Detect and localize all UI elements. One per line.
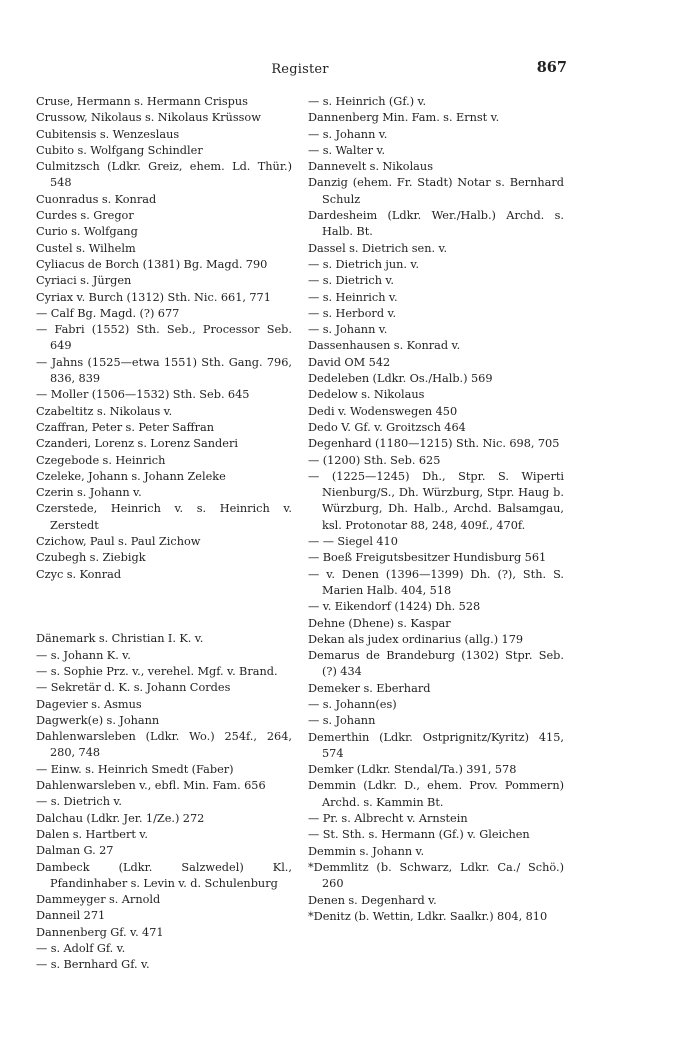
index-entry: Dambeck (Ldkr. Salzwedel) Kl., Pfandinhaber s. Levin v. d. Schulenburg — [36, 860, 292, 890]
index-entry: Dannevelt s. Nikolaus — [308, 160, 433, 174]
index-entry: Dahlenwarsleben v., ebfl. Min. Fam. 656 — [36, 779, 266, 793]
index-entry: Denen s. Degenhard v. — [308, 893, 437, 907]
index-entry: Czyc s. Konrad — [36, 567, 122, 581]
page-header-title: Register — [271, 62, 329, 77]
index-entry: Dekan als judex ordinarius (allg.) 179 — [308, 632, 524, 646]
index-entry: — Boeß Freigutsbesitzer Hundisburg 561 — [308, 551, 547, 565]
index-entry: — Calf Bg. Magd. (?) 677 — [36, 306, 180, 320]
index-entry: — s. Heinrich (Gf.) v. — [308, 95, 427, 108]
index-entry: Curdes s. Gregor — [36, 209, 134, 223]
index-entry: Czeleke, Johann s. Johann Zeleke — [36, 469, 226, 483]
index-entry: Demker (Ldkr. Stendal/Ta.) 391, 578 — [308, 763, 517, 777]
index-entry: Culmitzsch (Ldkr. Greiz, ehem. Ld. Thür.) 548 — [36, 160, 292, 190]
index-entry: Dedelow s. Nikolaus — [308, 388, 425, 402]
index-entry: — Jahns (1525—etwa 1551) Sth. Gang. 796, 836, 839 — [36, 355, 292, 386]
index-entry: — St. Sth. s. Hermann (Gf.) v. Gleichen — [308, 828, 530, 842]
index-entry: Czanderi, Lorenz s. Lorenz Sanderi — [36, 437, 238, 451]
index-entry: — s. Dietrich jun. v. — [308, 257, 420, 271]
index-entry: Demeker s. Eberhard — [308, 681, 431, 695]
index-entry: Dagevier s. Asmus — [36, 697, 142, 711]
index-entry: — s. Johann v. — [308, 127, 388, 141]
index-entry: Cyriaci s. Jürgen — [36, 274, 132, 288]
index-entry: — s. Johann v. — [308, 323, 388, 337]
index-entry: David OM 542 — [308, 355, 391, 369]
index-entry: — (1200) Sth. Seb. 625 — [308, 453, 441, 467]
index-entry: Czabeltitz s. Nikolaus v. — [36, 404, 173, 418]
index-entry: Cruse, Hermann s. Hermann Crispus — [36, 95, 248, 108]
index-entry: Dehne (Dhene) s. Kaspar — [308, 616, 451, 630]
index-entry: — Sekretär d. K. s. Johann Cordes — [36, 681, 231, 695]
index-entry: Czichow, Paul s. Paul Zichow — [36, 535, 201, 549]
index-entry: — s. Sophie Prz. v., verehel. Mgf. v. Brand. — [36, 665, 278, 678]
index-entry: — Pr. s. Albrecht v. Arnstein — [308, 812, 468, 826]
index-entry: Czerstede, Heinrich v. s. Heinrich v. Zerstedt — [36, 502, 292, 532]
index-entry: Dannenberg Min. Fam. s. Ernst v. — [308, 111, 500, 125]
index-entry: Dalchau (Ldkr. Jer. 1/Ze.) 272 — [36, 811, 205, 825]
index-entry: *Demmlitz (b. Schwarz, Ldkr. Ca./ Schö.) 260 — [308, 860, 564, 891]
index-entry: — Fabri (1552) Sth. Seb., Processor Seb. 649 — [36, 323, 292, 353]
index-entry: Dannenberg Gf. v. 471 — [36, 925, 164, 939]
index-entry: Demarus de Brandeburg (1302) Stpr. Seb. (?) 434 — [308, 649, 564, 679]
index-entry: — Einw. s. Heinrich Smedt (Faber) — [36, 762, 234, 776]
index-entry: — s. Herbord v. — [308, 306, 397, 320]
index-entry: Curio s. Wolfgang — [36, 225, 138, 239]
index-entry: Dahlenwarsleben (Ldkr. Wo.) 254f., 264, 280, 748 — [36, 730, 292, 760]
index-entry: — v. Denen (1396—1399) Dh. (?), Sth. S. Marien Halb. 404, 518 — [308, 567, 564, 597]
index-entry: Dalman G. 27 — [36, 844, 114, 858]
index-entry: Cyriax v. Burch (1312) Sth. Nic. 661, 771 — [36, 290, 271, 304]
index-entry: Crussow, Nikolaus s. Nikolaus Krüssow — [36, 111, 261, 125]
index-entry: Dedo V. Gf. v. Groitzsch 464 — [308, 420, 466, 434]
index-entry: — s. Bernhard Gf. v. — [36, 958, 150, 972]
index-entry: Dammeyger s. Arnold — [36, 893, 161, 907]
index-entry: — v. Eikendorf (1424) Dh. 528 — [308, 600, 481, 614]
index-entry: — s. Johann — [308, 714, 376, 728]
index-entry: Demmin s. Johann v. — [308, 844, 425, 858]
index-entry: — s. Adolf Gf. v. — [36, 942, 126, 956]
index-entry: — s. Johann(es) — [308, 697, 397, 711]
index-entry: Czubegh s. Ziebigk — [36, 551, 146, 565]
index-entry: Dagwerk(e) s. Johann — [36, 713, 160, 727]
index-entry: Danzig (ehem. Fr. Stadt) Notar s. Bernhard Schulz — [308, 176, 564, 206]
index-column-left — [36, 94, 292, 974]
index-entry: *Denitz (b. Wettin, Ldkr. Saalkr.) 804, 810 — [308, 909, 548, 923]
index-entry: — s. Johann K. v. — [36, 648, 131, 662]
index-entry: Danneil 271 — [36, 909, 106, 923]
index-entry: Cubito s. Wolfgang Schindler — [36, 143, 203, 157]
index-entry: Dänemark s. Christian I. K. v. — [36, 632, 204, 646]
index-entry: Degenhard (1180—1215) Sth. Nic. 698, 705 — [308, 437, 560, 451]
index-entry: — s. Dietrich v. — [36, 795, 123, 809]
index-entry: Czaffran, Peter s. Peter Saffran — [36, 420, 215, 434]
index-entry: Custel s. Wilhelm — [36, 241, 136, 255]
index-entry: Cyliacus de Borch (1381) Bg. Magd. 790 — [36, 257, 268, 271]
index-entry: — s. Walter v. — [308, 143, 386, 157]
section-spacer — [36, 599, 292, 616]
index-entry: Dedeleben (Ldkr. Os./Halb.) 569 — [308, 372, 493, 386]
index-entry: Cubitensis s. Wenzeslaus — [36, 127, 180, 141]
index-entry: Dassel s. Dietrich sen. v. — [308, 241, 448, 255]
index-entry: Demmin (Ldkr. D., ehem. Prov. Pommern) Archd. s. Kammin Bt. — [308, 779, 564, 809]
index-entry: Dedi v. Wodenswegen 450 — [308, 404, 458, 418]
index-column-right — [308, 94, 564, 925]
index-entry: — s. Dietrich v. — [308, 274, 395, 288]
index-entry: Dalen s. Hartbert v. — [36, 827, 148, 841]
index-entry: Czerin s. Johann v. — [36, 486, 142, 500]
index-entry: Dardesheim (Ldkr. Wer./Halb.) Archd. s. Halb. Bt. — [308, 209, 564, 239]
index-entry: Demerthin (Ldkr. Ostprignitz/Kyritz) 415, 574 — [308, 730, 564, 760]
index-entry: — (1225—1245) Dh., Stpr. S. Wiperti Nienburg/S., Dh. Würzburg, Stpr. Haug b. Würzburg, Dh. Halb., Archd. Balsamgau, ksl. Protonotar 88, 248, 409f., 470f. — [308, 469, 564, 532]
index-entry: Cuonradus s. Konrad — [36, 192, 157, 206]
page-number: 867 — [536, 59, 567, 76]
index-entry: — — Siegel 410 — [308, 535, 398, 549]
index-entry: — s. Heinrich v. — [308, 290, 398, 304]
index-entry: — Moller (1506—1532) Sth. Seb. 645 — [36, 388, 250, 402]
index-entry: Dassenhausen s. Konrad v. — [308, 339, 461, 353]
index-entry: Czegebode s. Heinrich — [36, 453, 166, 467]
